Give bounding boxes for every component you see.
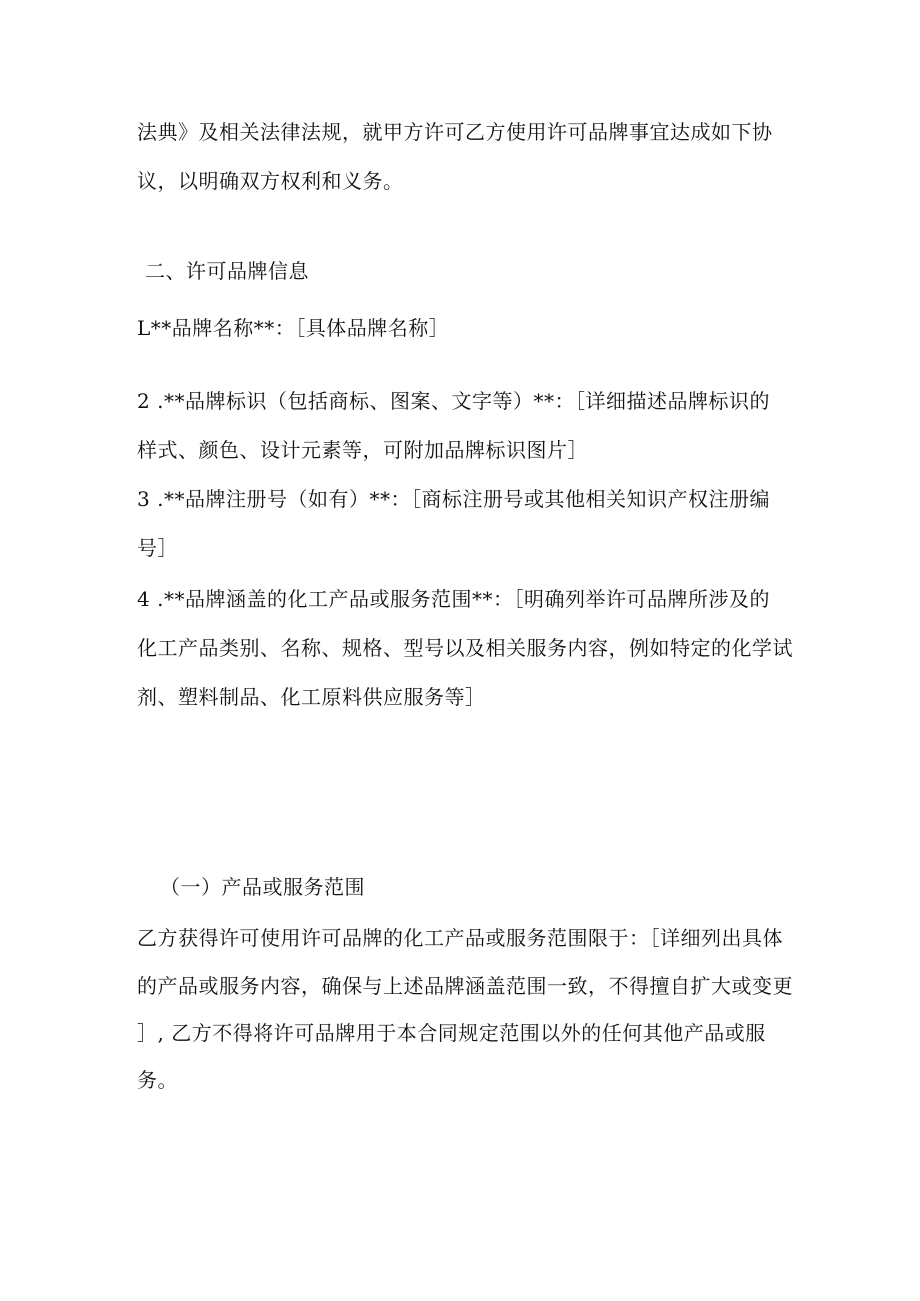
subsection-heading-product-scope: （一）产品或服务范围	[160, 875, 365, 899]
paragraph-scope-line-2: 的产品或服务内容，确保与上述品牌涵盖范围一致，不得擅自扩大或变更	[137, 974, 793, 998]
item-2-brand-logo-line-1: 2 .**品牌标识（包括商标、图案、文字等）**：［详细描述品牌标识的	[137, 389, 770, 413]
item-4-scope-line-2: 化工产品类别、名称、规格、型号以及相关服务内容，例如特定的化学试	[137, 636, 793, 660]
item-4-scope-line-1: 4 .**品牌涵盖的化工产品或服务范围**：［明确列举许可品牌所涉及的	[137, 587, 770, 611]
item-2-brand-logo-line-2: 样式、颜色、设计元素等，可附加品牌标识图片］	[137, 438, 588, 462]
paragraph-scope-line-4: 务。	[137, 1068, 178, 1092]
paragraph-scope-line-1: 乙方获得许可使用许可品牌的化工产品或服务范围限于：［详细列出具体	[137, 926, 783, 950]
item-3-registration-line-2: 号］	[137, 536, 178, 560]
paragraph-intro-line-2: 议，以明确双方权利和义务。	[137, 169, 404, 193]
item-1-brand-name: L**品牌名称**：［具体品牌名称］	[137, 316, 450, 340]
item-4-scope-line-3: 剂、塑料制品、化工原料供应服务等］	[137, 685, 486, 709]
paragraph-intro-line-1: 法典》及相关法律法规，就甲方许可乙方使用许可品牌事宜达成如下协	[137, 120, 773, 144]
paragraph-scope-line-3: ］, 乙方不得将许可品牌用于本合同规定范围以外的任何其他产品或服	[137, 1021, 766, 1045]
section-heading-license-brand: 二、许可品牌信息	[145, 259, 309, 283]
item-3-registration-line-1: 3 .**品牌注册号（如有）**：［商标注册号或其他相关知识产权注册编	[137, 487, 770, 511]
